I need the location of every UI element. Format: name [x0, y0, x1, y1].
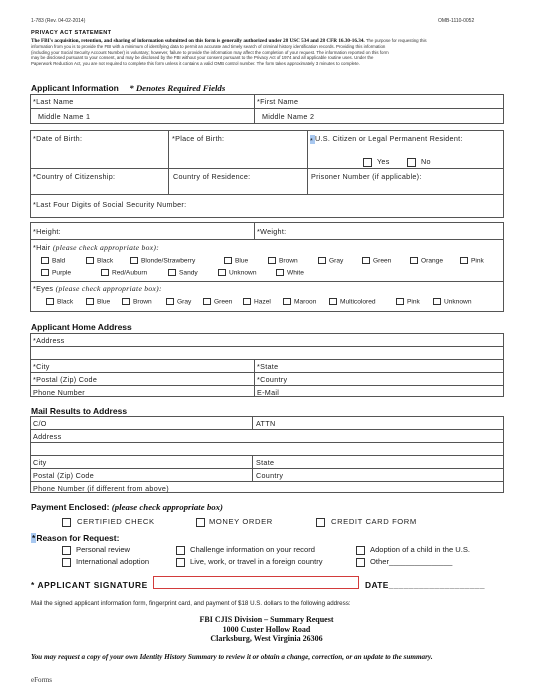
last-name-label[interactable]: *Last Name	[33, 97, 74, 106]
home-zip-label[interactable]: *Postal (Zip) Code	[33, 375, 98, 384]
divider	[254, 359, 255, 397]
privacy-statement	[31, 38, 501, 66]
divider	[30, 281, 504, 282]
divider	[30, 359, 504, 360]
ssn-label[interactable]: *Last Four Digits of Social Security Number:	[33, 200, 187, 209]
hair-option-bald[interactable]	[41, 257, 65, 264]
eyes-text: Eyes	[36, 284, 54, 293]
option-text: Live, work, or travel in a foreign country	[190, 557, 323, 566]
option-text: Blue	[235, 257, 249, 265]
eye-option-black[interactable]	[46, 298, 73, 305]
home-state-text: State	[260, 362, 279, 371]
divider	[252, 455, 253, 481]
privacy-line-3: may be disclosed pursuant to your consent, and may be disclosed by the FBI without your consent pursuant to the Privacy Act of 1974 and all applicable routine uses. Under the	[31, 55, 374, 61]
option-text: Bald	[52, 257, 66, 265]
divider	[30, 468, 504, 469]
divider	[30, 346, 504, 347]
hair-option-red[interactable]	[101, 269, 147, 276]
payment-title-text: Payment Enclosed:	[31, 502, 110, 512]
hair-note: (please check appropriate box):	[52, 243, 160, 252]
option-text: Hazel	[254, 298, 271, 306]
privacy-line-1: information from you is to provide the FBI with a minimum of identifying data to permit an accurate and timely search of criminal history identification records. Providing this information	[31, 44, 386, 50]
mail-country-label[interactable]: Country	[256, 471, 284, 480]
form-number: 1-783 (Rev. 04-02-2014)	[31, 18, 86, 24]
omb-number: OMB-1110-0052	[438, 18, 475, 24]
eforms-label: eForms	[31, 676, 52, 684]
home-section-title: Applicant Home Address	[31, 322, 132, 332]
payment-note: (please check appropriate box)	[111, 502, 223, 512]
home-city-label[interactable]: *City	[33, 362, 50, 371]
privacy-line-4: Paperwork Reduction Act, you are not required to complete this form unless it contains a valid OMB control number. The form takes approximately 3 minutes to complete.	[31, 60, 360, 66]
mail-state-label[interactable]: State	[256, 458, 275, 467]
divider	[252, 416, 253, 429]
mail-section-title: Mail Results to Address	[31, 406, 128, 416]
eye-option-hazel[interactable]	[243, 298, 271, 305]
weight-label[interactable]: *Weight:	[257, 227, 287, 236]
citizen-no-option[interactable]	[407, 157, 431, 167]
eye-option-pink[interactable]	[396, 298, 420, 305]
divider	[30, 442, 504, 443]
home-state-label[interactable]: *State	[257, 362, 279, 371]
mail-zip-label[interactable]: Postal (Zip) Code	[33, 471, 95, 480]
first-name-label[interactable]: *First Name	[257, 97, 299, 106]
required-marker: *	[32, 533, 36, 543]
date-field[interactable]: DATE___________________	[365, 580, 485, 590]
address-line-3: Clarksburg, West Virginia 26306	[210, 634, 323, 644]
residence-label[interactable]: Country of Residence:	[173, 172, 251, 181]
hair-label: *Hair (please check appropriate box):	[33, 243, 160, 252]
divider	[30, 481, 504, 482]
reason-other[interactable]	[356, 557, 452, 567]
eye-option-brown[interactable]	[122, 298, 152, 305]
address-line-2: 1000 Custer Hollow Road	[222, 624, 311, 634]
middle-name-1-label[interactable]: Middle Name 1	[38, 112, 91, 121]
reason-adoption-us[interactable]	[356, 545, 470, 555]
option-text: Blonde/Strawberry	[141, 257, 196, 265]
option-text: Red/Auburn	[112, 269, 148, 277]
reason-title-text: Reason for Request:	[36, 533, 120, 543]
signature-field[interactable]	[153, 576, 359, 589]
applicant-title-text: Applicant Information	[31, 83, 119, 93]
divider	[307, 130, 308, 194]
option-text: Gray	[177, 298, 192, 306]
home-address-text: Address	[36, 336, 65, 345]
citizen-yes-option[interactable]	[363, 157, 390, 167]
divider	[30, 194, 504, 195]
option-text: Blue	[97, 298, 111, 306]
option-text: Maroon	[294, 298, 317, 306]
divider	[30, 429, 504, 430]
required-marker: *	[310, 135, 314, 145]
hair-text: Hair	[36, 243, 51, 252]
footer-note: You may request a copy of your own Identity History Summary to review it or obtain a change, correction, or an update to the summary.	[31, 653, 433, 661]
citizen-text: U.S. Citizen or Legal Permanent Resident:	[315, 134, 463, 143]
option-text: Challenge information on your record	[190, 545, 315, 554]
citizen-label	[310, 133, 500, 144]
home-email-label[interactable]: E-Mail	[257, 388, 280, 397]
option-text: Brown	[133, 298, 152, 306]
divider	[30, 108, 504, 109]
option-text: CREDIT CARD FORM	[331, 517, 417, 526]
option-text: Other	[370, 557, 389, 566]
address-line-1: FBI CJIS Division – Summary Request	[199, 615, 334, 624]
option-text: Adoption of a child in the U.S.	[370, 545, 471, 554]
fbi-address	[0, 615, 533, 644]
ssn-text: Last Four Digits of Social Security Number:	[36, 200, 187, 209]
eye-option-gray[interactable]	[166, 298, 191, 305]
home-zip-text: Postal (Zip) Code	[36, 375, 98, 384]
option-text: Gray	[329, 257, 344, 265]
other-line: _______________	[389, 557, 453, 566]
dob-label[interactable]: *Date of Birth:	[33, 134, 83, 143]
mail-instructions: Mail the signed applicant information form, fingerprint card, and payment of $18 U.S. dollars to the following address:	[31, 600, 351, 607]
privacy-title: PRIVACY ACT STATEMENT	[31, 30, 112, 36]
option-text: Purple	[52, 269, 72, 277]
yes-text: Yes	[377, 157, 390, 166]
eyes-label: *Eyes (please check appropriate box):	[33, 284, 162, 293]
hair-option-green[interactable]	[362, 257, 391, 264]
divider	[168, 130, 169, 194]
divider	[254, 94, 255, 124]
reason-international-adoption[interactable]	[62, 557, 149, 567]
pob-text: Place of Birth:	[175, 134, 225, 143]
eyes-note: (please check appropriate box):	[55, 284, 162, 293]
mail-co-label[interactable]: C/O	[33, 419, 47, 428]
last-name-text: Last Name	[36, 97, 74, 106]
reason-foreign-country[interactable]	[176, 557, 323, 567]
no-text: No	[421, 157, 431, 166]
hair-option-black[interactable]	[86, 257, 113, 264]
prisoner-label[interactable]: Prisoner Number (if applicable):	[311, 172, 422, 181]
mail-phone-label[interactable]: Phone Number (if different from above)	[33, 484, 169, 493]
option-text: White	[287, 269, 304, 277]
hair-option-white[interactable]	[276, 269, 304, 276]
option-text: Pink	[407, 298, 420, 306]
home-city-text: City	[36, 362, 50, 371]
option-text: Unknown	[229, 269, 257, 277]
home-country-text: Country	[260, 375, 288, 384]
hair-option-pink[interactable]	[460, 257, 484, 264]
hair-option-orange[interactable]	[410, 257, 443, 264]
hair-option-sandy[interactable]	[168, 269, 198, 276]
hair-option-gray[interactable]	[318, 257, 343, 264]
eye-option-unknown[interactable]	[433, 298, 472, 305]
reason-challenge[interactable]	[176, 545, 315, 555]
payment-certified-check[interactable]	[62, 517, 155, 527]
divider	[30, 372, 504, 373]
hair-option-unknown[interactable]	[218, 269, 257, 276]
option-text: Green	[214, 298, 233, 306]
citizenship-text: Country of Citizenship:	[36, 172, 116, 181]
citizenship-label[interactable]: *Country of Citizenship:	[33, 172, 116, 181]
option-text: MONEY ORDER	[209, 517, 273, 526]
privacy-line-0: The purpose for requesting this	[365, 38, 427, 43]
option-text: Brown	[279, 257, 298, 265]
weight-text: Weight:	[260, 227, 287, 236]
payment-money-order[interactable]	[196, 517, 273, 527]
option-text: Multicolored	[340, 298, 376, 306]
signature-label: * APPLICANT SIGNATURE	[31, 580, 148, 590]
privacy-line-2: (including your Social Security Account Number) is voluntary; however, failure to provide the information may affect the completion of your request. The information reported on this form	[31, 49, 389, 55]
option-text: Personal review	[76, 545, 131, 554]
hair-option-purple[interactable]	[41, 269, 71, 276]
eye-option-green[interactable]	[203, 298, 232, 305]
mail-city-label[interactable]: City	[33, 458, 47, 467]
home-address-label[interactable]: *Address	[33, 336, 65, 345]
option-text: Pink	[471, 257, 484, 265]
option-text: Black	[97, 257, 114, 265]
divider	[254, 222, 255, 239]
reason-personal-review[interactable]	[62, 545, 130, 555]
hair-option-blonde[interactable]	[130, 257, 195, 264]
option-text: Orange	[421, 257, 443, 265]
dob-text: Date of Birth:	[36, 134, 83, 143]
divider	[30, 385, 504, 386]
option-text: Sandy	[179, 269, 198, 277]
eye-option-blue[interactable]	[86, 298, 110, 305]
option-text: Green	[373, 257, 392, 265]
home-country-label[interactable]: *Country	[257, 375, 288, 384]
option-text: Unknown	[444, 298, 472, 306]
reason-section-title	[31, 533, 119, 543]
eye-option-maroon[interactable]	[283, 298, 316, 305]
option-text: CERTIFIED CHECK	[77, 517, 155, 526]
required-note: * Denotes Required Fields	[129, 83, 226, 93]
hair-option-brown[interactable]	[268, 257, 298, 264]
divider	[30, 455, 504, 456]
middle-name-2-label[interactable]: Middle Name 2	[262, 112, 315, 121]
height-text: Height:	[36, 227, 61, 236]
option-text: Black	[57, 298, 74, 306]
eye-option-multicolored[interactable]	[329, 298, 376, 305]
privacy-lead: The FBI's acquisition, retention, and sharing of information submitted on this form is generally authorized under 28 USC 534 and 28 CFR 16.30-16.34.	[31, 38, 365, 44]
pob-label[interactable]: *Place of Birth:	[172, 134, 225, 143]
payment-credit-card-form[interactable]	[316, 517, 417, 527]
applicant-section-title	[31, 83, 225, 93]
home-phone-label[interactable]: Phone Number	[33, 388, 85, 397]
option-text: International adoption	[76, 557, 150, 566]
hair-option-blue[interactable]	[224, 257, 248, 264]
divider	[30, 239, 504, 240]
payment-section-title	[31, 502, 223, 512]
divider	[30, 168, 504, 169]
mail-address-label[interactable]: Address	[33, 432, 62, 441]
first-name-text: First Name	[260, 97, 299, 106]
height-label[interactable]: *Height:	[33, 227, 61, 236]
mail-attn-label[interactable]: ATTN	[256, 419, 276, 428]
